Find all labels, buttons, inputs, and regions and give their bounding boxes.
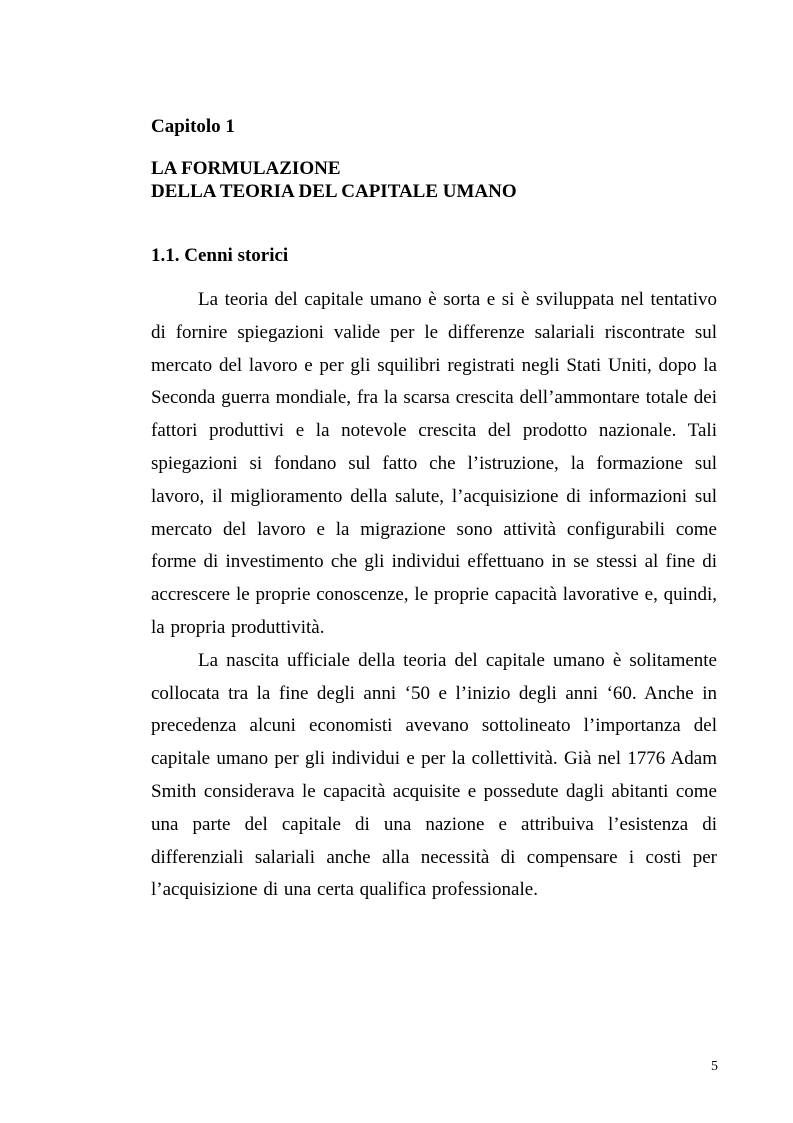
paragraph-1: La teoria del capitale umano è sorta e si è sviluppata nel tentativo di fornire spiegazioni valide per le differenze salariali riscontrate sul mercato del lavoro e per gli squilibri registrati negli Stati Uniti, dopo la Seconda guerra mondiale, fra la scarsa crescita dell’ammontare totale dei fattori produttivi e la notevole crescita del prodotto nazionale. Tali spiegazioni si fondano sul fatto che l’istruzione, la formazione sul lavoro, il miglioramento della salute, l’acquisizione di informazioni sul mercato del lavoro e la migrazione sono attività configurabili come forme di investimento che gli individui effettuano in se stessi al fine di accrescere le proprie conoscenze, le proprie capacità lavorative e, quindi, la propria produttività. <box>151 289 717 638</box>
chapter-label: Capitolo 1 <box>151 116 235 137</box>
section-title: 1.1. Cenni storici <box>151 245 289 266</box>
page-number: 5 <box>711 1059 718 1074</box>
body-text <box>151 284 717 907</box>
chapter-title <box>151 157 517 203</box>
chapter-title-line-2: DELLA TEORIA DEL CAPITALE UMANO <box>151 181 517 202</box>
chapter-title-line-1: LA FORMULAZIONE <box>151 158 341 179</box>
paragraph-2: La nascita ufficiale della teoria del capitale umano è solitamente collocata tra la fine degli anni ‘50 e l’inizio degli anni ‘60. Anche in precedenza alcuni economisti avevano sottolineato l’importanza del capitale umano per gli individui e per la collettività. Già nel 1776 Adam Smith considerava le capacità acquisite e possedute dagli abitanti come una parte del capitale di una nazione e attribuiva l’esistenza di differenziali salariali anche alla necessità di compensare i costi per l’acquisizione di una certa qualifica professionale. <box>151 649 717 901</box>
